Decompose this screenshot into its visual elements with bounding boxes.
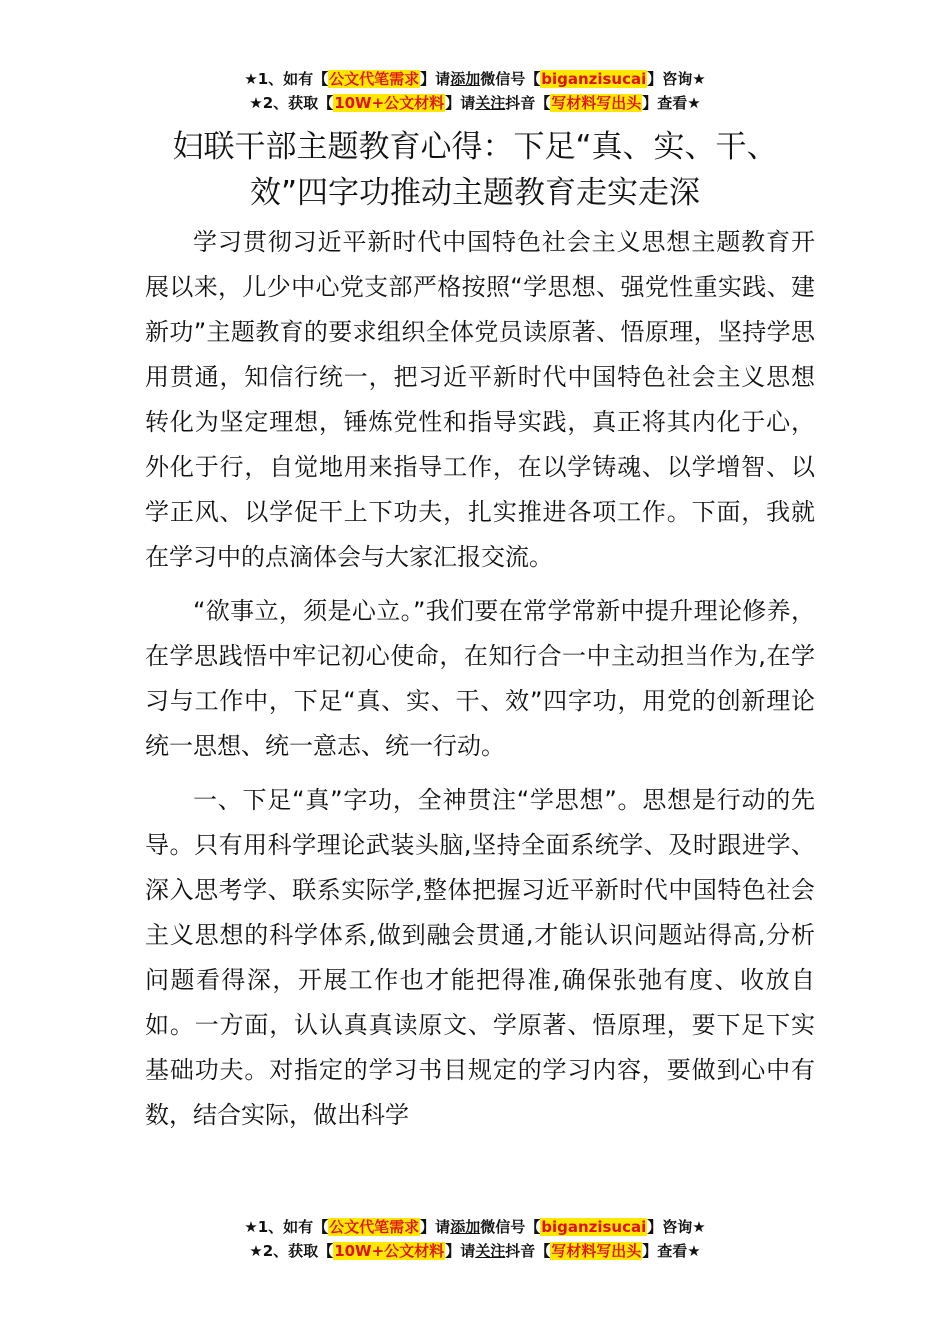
promo-line-1 [0,1215,950,1239]
promo-line-2 [0,91,950,115]
promo-text: 】查看★ [642,94,701,112]
promo-highlight: 10W+公文材料 [334,94,445,112]
promo-douyin-id: 写材料写出头 [551,94,642,112]
paragraph-2: “欲事立，须是心立。”我们要在常学常新中提升理论修养，在学思践悟中牢记初心使命，在知行合一中主动担当作为,在学习与工作中，下足“真、实、干、效”四字功，用党的创新理论统一思想、统一意志、统一行动。 [145,597,815,760]
paragraph-1: 学习贯彻习近平新时代中国特色社会主义思想主题教育开展以来，儿少中心党支部严格按照“学思想、强党性重实践、建新功”主题教育的要求组织全体党员读原著、悟原理，坚持学思用贯通，知信行统一，把习近平新时代中国特色社会主义思想转化为坚定理想，锤炼党性和指导实践，真正将其内化于心，外化于行，自觉地用来指导工作，在以学铸魂、以学增智、以学正风、以学促干上下功夫，扎实推进各项工作。下面，我就在学习中的点滴体会与大家汇报交流。 [145,228,815,571]
promo-text: ★1、如有【 [244,70,329,88]
promo-text: 】请 [420,1218,451,1236]
title-line-1: 妇联干部主题教育心得：下足“真、实、干、 [172,129,778,165]
promo-underlined: 关注 [475,94,506,112]
promo-text: 】请 [445,1242,476,1260]
promo-text: 】查看★ [642,1242,701,1260]
promo-highlight: 公文代笔需求 [329,70,420,88]
promo-text: 抖音【 [505,94,551,112]
promo-banner-bottom [0,1215,950,1263]
paragraph-3: 一、下足“真”字功，全神贯注“学思想”。思想是行动的先导。只有用科学理论武装头脑,坚持全面系统学、及时跟进学、深入思考学、联系实际学,整体把握习近平新时代中国特色社会主义思想的科学体系,做到融会贯通,才能认识问题站得高,分析问题看得深，开展工作也才能把得准,确保张弛有度、收放自如。一方面，认认真真读原文、学原著、悟原理，要下足下实基础功夫。对指定的学习书目规定的学习内容，要做到心中有数，结合实际，做出科学 [145,786,815,1129]
promo-text: ★1、如有【 [244,1218,329,1236]
promo-text: 微信号【 [480,1218,541,1236]
promo-text: 】请 [420,70,451,88]
promo-highlight: 10W+公文材料 [334,1242,445,1260]
promo-text: 】请 [445,94,476,112]
promo-line-2 [0,1239,950,1263]
promo-highlight: 公文代笔需求 [329,1218,420,1236]
promo-wechat-id: biganzisucai [541,1218,647,1236]
promo-text: ★2、获取【 [249,1242,334,1260]
document-title [100,124,850,216]
promo-wechat-id: biganzisucai [541,70,647,88]
promo-text: 】咨询★ [647,1218,706,1236]
promo-underlined: 添加 [450,70,481,88]
promo-douyin-id: 写材料写出头 [551,1242,642,1260]
promo-text: ★2、获取【 [249,94,334,112]
promo-underlined: 添加 [450,1218,481,1236]
promo-text: 】咨询★ [647,70,706,88]
title-line-2: 效”四字功推动主题教育走实走深 [249,175,701,211]
promo-banner-top [0,67,950,115]
promo-underlined: 关注 [475,1242,506,1260]
promo-line-1 [0,67,950,91]
promo-text: 微信号【 [480,70,541,88]
promo-text: 抖音【 [505,1242,551,1260]
document-body [145,220,815,1147]
